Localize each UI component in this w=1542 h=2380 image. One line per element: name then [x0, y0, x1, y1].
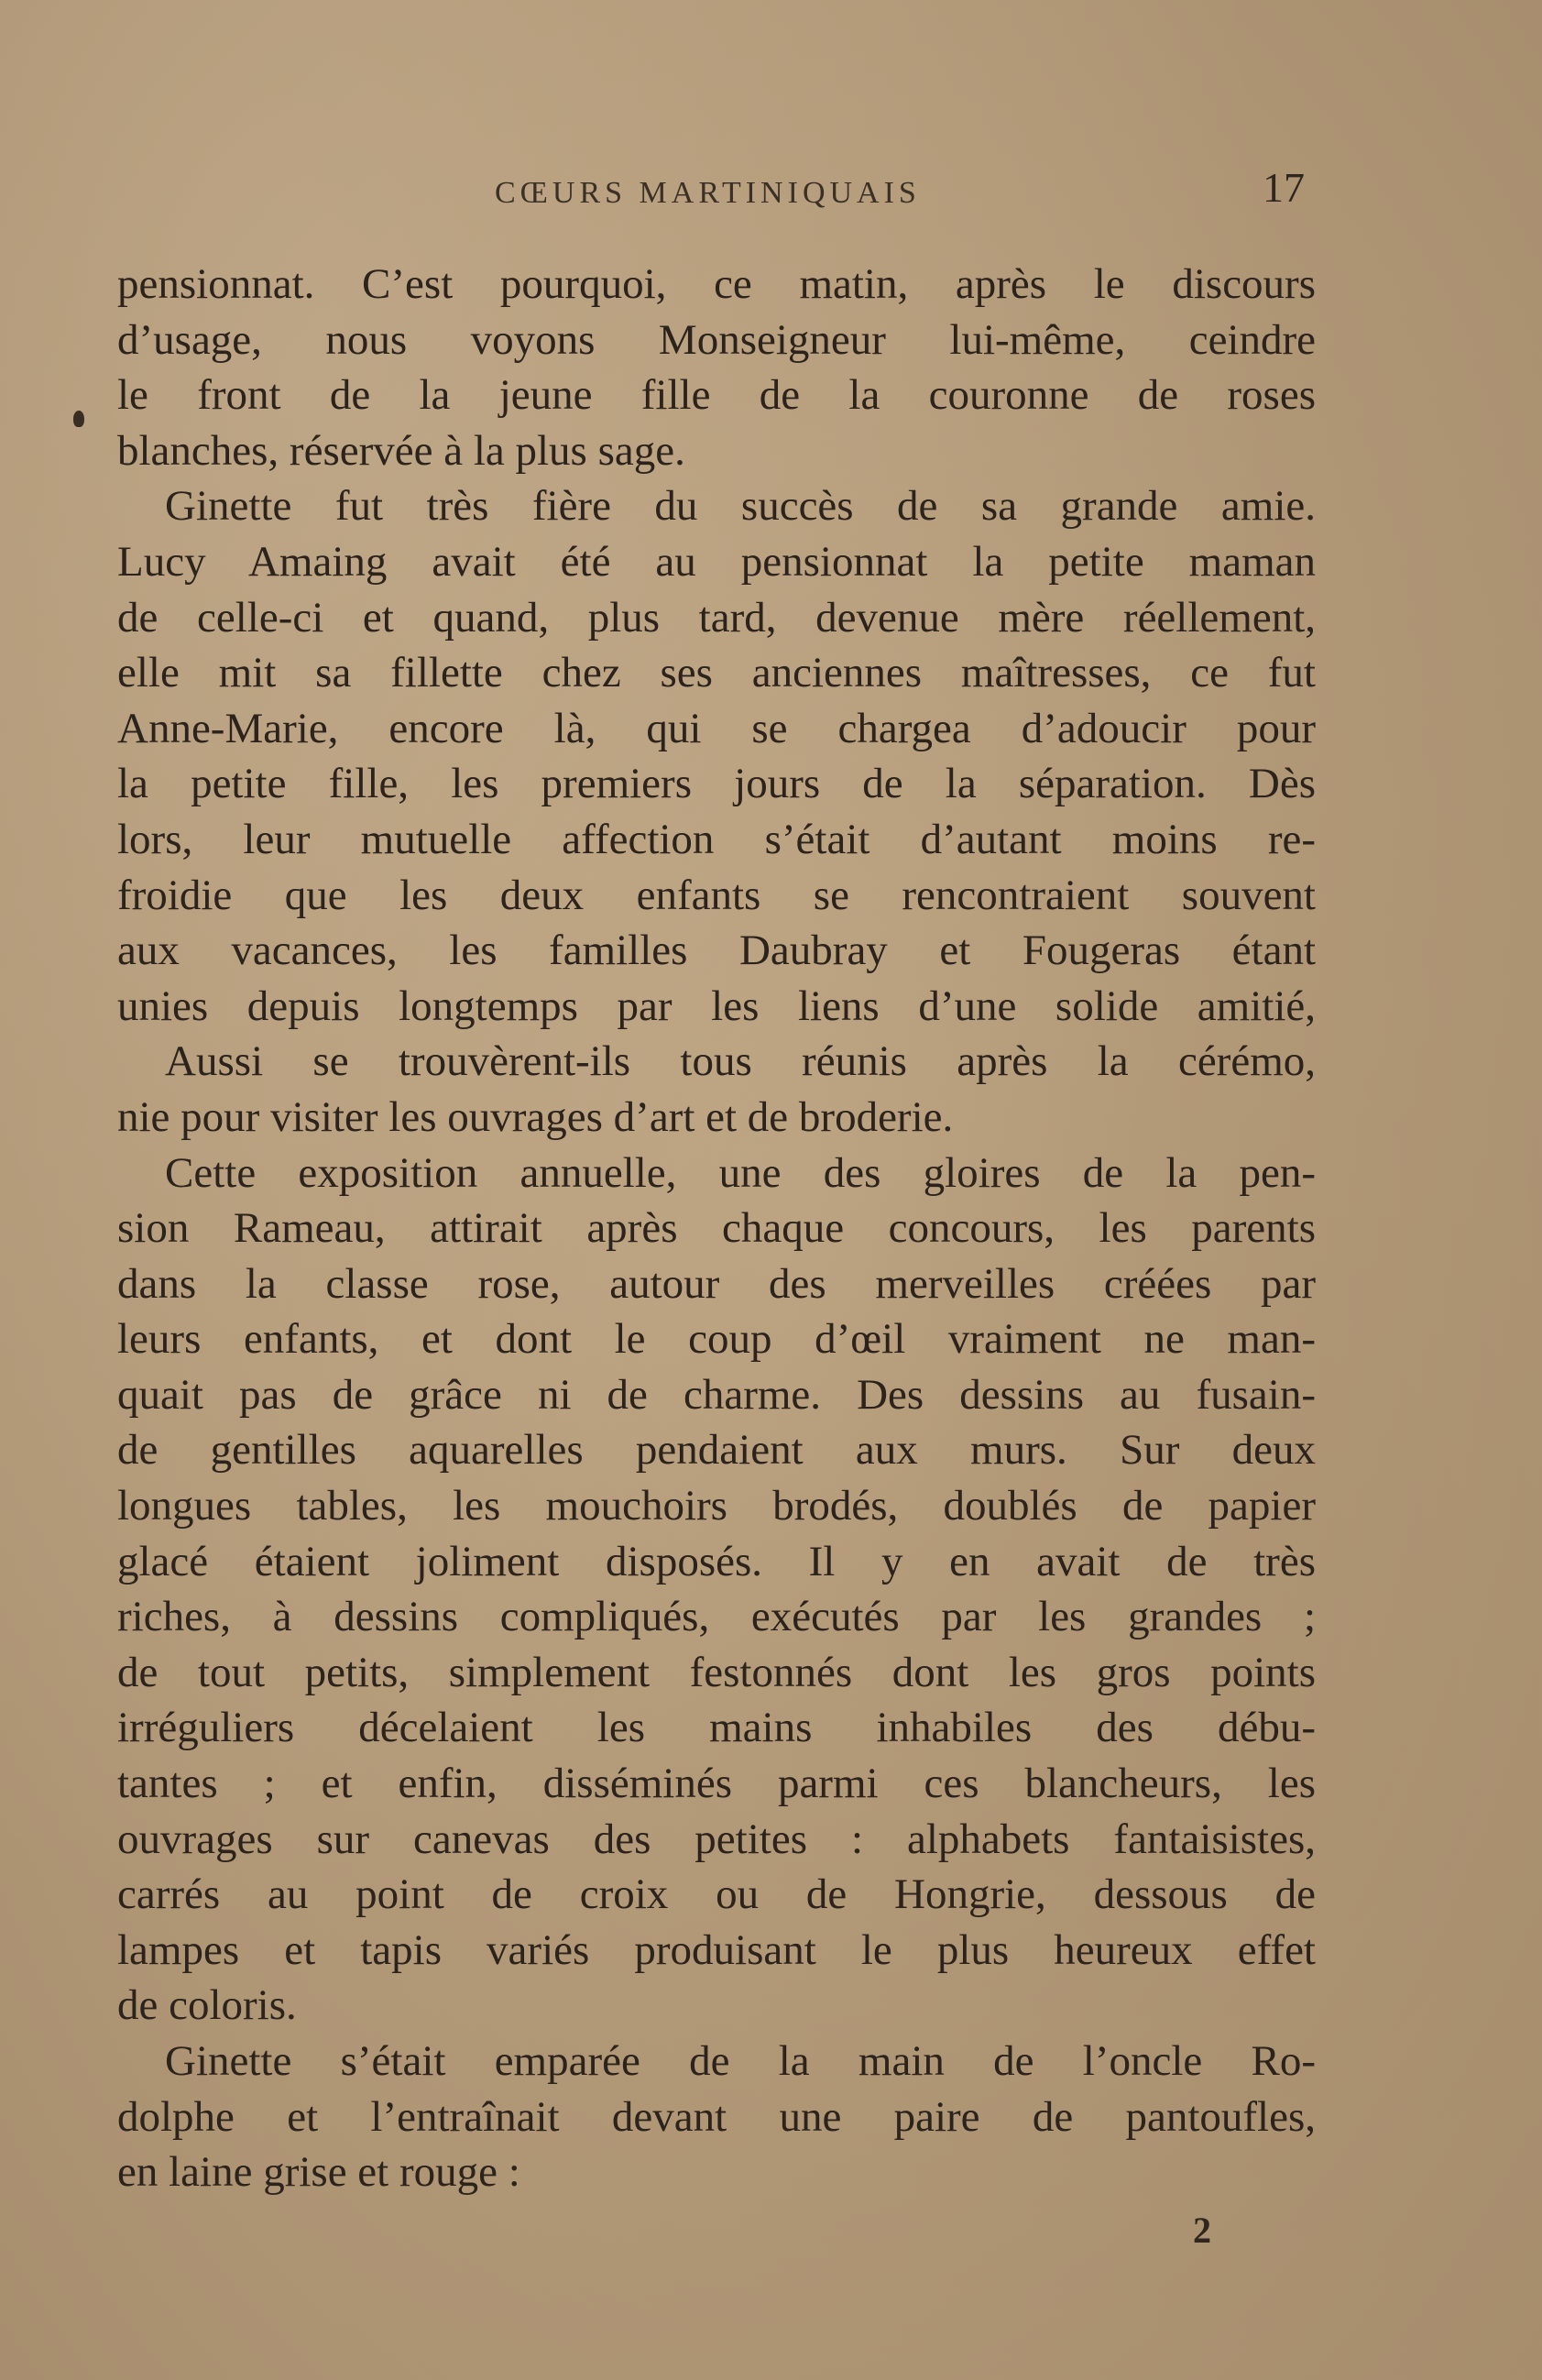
text-line: elle mit sa fillette chez ses anciennes maîtresses, ce fut	[117, 649, 1316, 697]
text-line: Ginette fut très fière du succès de sa grande amie.	[165, 482, 1316, 531]
text-line: de coloris.	[117, 1981, 297, 2030]
margin-ink-mark	[73, 411, 84, 427]
text-line: froidie que les deux enfants se rencontraient souvent	[117, 871, 1316, 919]
text-line: carrés au point de croix ou de Hongrie, dessous de	[117, 1870, 1316, 1919]
text-line: longues tables, les mouchoirs brodés, doublés de papier	[117, 1482, 1316, 1530]
text-line: irréguliers décelaient les mains inhabiles des débu-	[117, 1704, 1316, 1752]
text-line: Lucy Amaing avait été au pensionnat la petite maman	[117, 537, 1316, 586]
text-line: unies depuis longtemps par les liens d’une solide amitié,	[117, 982, 1316, 1030]
text-line: d’usage, nous voyons Monseigneur lui-même, ceindre	[117, 315, 1316, 364]
page-number: 17	[1263, 164, 1305, 211]
running-title: CŒURS MARTINIQUAIS	[495, 176, 921, 210]
text-line: lampes et tapis variés produisant le plus heureux effet	[117, 1925, 1316, 1974]
text-line: de tout petits, simplement festonnés dont les gros points	[117, 1648, 1316, 1696]
text-line: Aussi se trouvèrent-ils tous réunis après la cérémo,	[165, 1037, 1316, 1086]
text-line: pensionnat. C’est pourquoi, ce matin, après le discours	[117, 260, 1316, 308]
text-line: leurs enfants, et dont le coup d’œil vraiment ne man-	[117, 1315, 1316, 1364]
text-line: tantes ; et enfin, disséminés parmi ces blancheurs, les	[117, 1760, 1316, 1808]
text-line: de gentilles aquarelles pendaient aux murs. Sur deux	[117, 1426, 1316, 1475]
signature-mark: 2	[1193, 2210, 1211, 2251]
text-line: Anne-Marie, encore là, qui se chargea d’adoucir pour	[117, 704, 1316, 752]
text-line: en laine grise et rouge :	[117, 2148, 520, 2197]
text-line: sion Rameau, attirait après chaque concours, les parents	[117, 1204, 1316, 1253]
text-line: riches, à dessins compliqués, exécutés par les grandes ;	[117, 1593, 1316, 1641]
text-line: la petite fille, les premiers jours de la séparation. Dès	[117, 760, 1316, 808]
text-line: le front de la jeune fille de la couronne de roses	[117, 371, 1316, 420]
text-line: de celle-ci et quand, plus tard, devenue mère réellement,	[117, 593, 1316, 642]
text-line: glacé étaient joliment disposés. Il y en avait de très	[117, 1537, 1316, 1585]
text-line: dolphe et l’entraînait devant une paire de pantoufles,	[117, 2092, 1316, 2141]
text-line: Cette exposition annuelle, une des gloires de la pen-	[165, 1148, 1316, 1197]
text-line: lors, leur mutuelle affection s’était d’autant moins re-	[117, 815, 1316, 863]
text-line: quait pas de grâce ni de charme. Des dessins au fusain-	[117, 1370, 1316, 1419]
body-text	[117, 257, 1316, 2200]
text-line: Ginette s’était emparée de la main de l’oncle Ro-	[165, 2037, 1316, 2085]
text-line: nie pour visiter les ouvrages d’art et de broderie.	[117, 1092, 954, 1141]
text-line: blanches, réservée à la plus sage.	[117, 426, 685, 475]
text-line: ouvrages sur canevas des petites : alphabets fantaisistes,	[117, 1815, 1316, 1863]
text-line: dans la classe rose, autour des merveilles créées par	[117, 1259, 1316, 1308]
text-line: aux vacances, les familles Daubray et Fougeras étant	[117, 927, 1316, 975]
